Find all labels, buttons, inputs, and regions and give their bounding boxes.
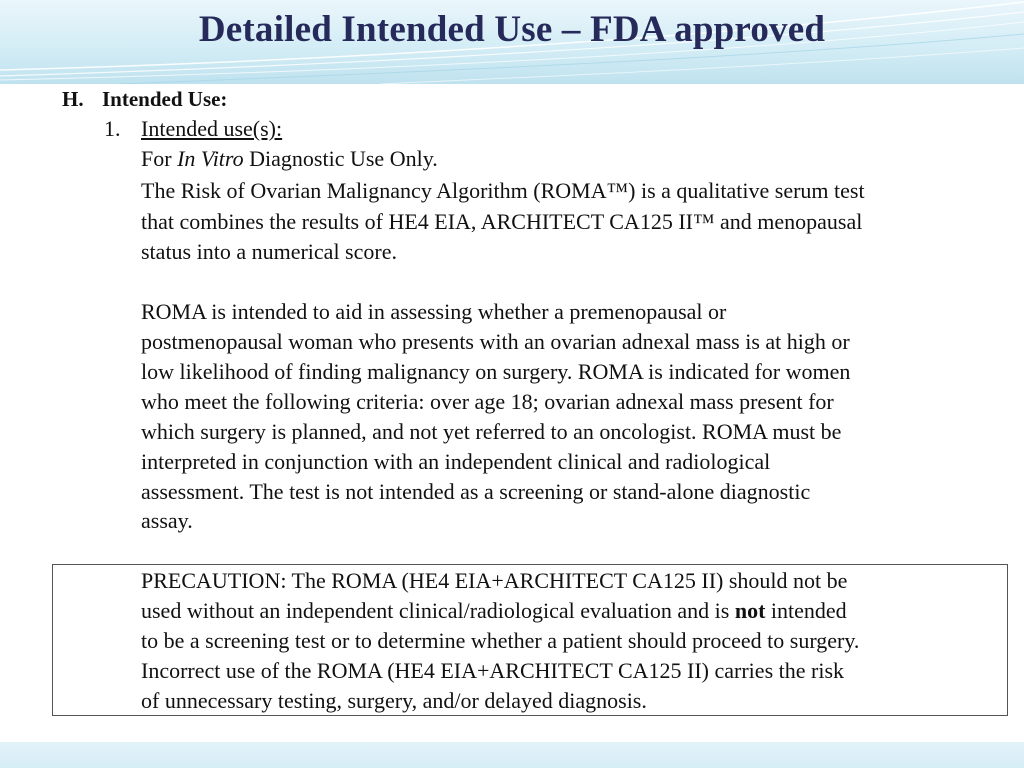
precaution-line [141, 596, 847, 626]
paragraph-line: which surgery is planned, and not yet referred to an oncologist. ROMA must be [141, 419, 842, 444]
precaution-line: PRECAUTION: The ROMA (HE4 EIA+ARCHITECT CA125 II) should not be [141, 568, 848, 593]
paragraph-line: who meet the following criteria: over age 18; ovarian adnexal mass present for [141, 389, 834, 414]
precaution-line: Incorrect use of the ROMA (HE4 EIA+ARCHITECT CA125 II) carries the risk [141, 658, 845, 683]
slide-title: Detailed Intended Use – FDA approved [198, 9, 826, 50]
precaution-text: used without an independent clinical/radiological evaluation and is [141, 598, 735, 623]
paragraph-line: low likelihood of finding malignancy on surgery. ROMA is indicated for women [141, 359, 851, 384]
precaution-text: intended [765, 598, 847, 623]
paragraph-line: interpreted in conjunction with an independent clinical and radiological [141, 449, 771, 474]
item-number: 1. [104, 116, 121, 141]
for-use-line [141, 144, 438, 174]
for-line-prefix: For [141, 146, 178, 171]
paragraph-line: assay. [141, 508, 193, 533]
slide-footer-band [0, 742, 1024, 768]
precaution-line: to be a screening test or to determine whether a patient should proceed to surgery. [141, 628, 860, 653]
paragraph-line: assessment. The test is not intended as a screening or stand-alone diagnostic [141, 479, 811, 504]
precaution-emphasis: not [734, 598, 766, 623]
section-letter: H. [62, 87, 84, 111]
item-heading [104, 116, 282, 142]
paragraph-line: The Risk of Ovarian Malignancy Algorithm (ROMA™) is a qualitative serum test [141, 178, 865, 203]
slide-header [0, 0, 1024, 84]
for-line-italic: In Vitro [177, 146, 244, 171]
paragraph-line: ROMA is intended to aid in assessing whether a premenopausal or [141, 299, 727, 324]
paragraph-line: that combines the results of HE4 EIA, ARCHITECT CA125 II™ and menopausal [141, 209, 863, 234]
paragraph-line: status into a numerical score. [141, 239, 397, 264]
item-label: Intended use(s): [141, 116, 283, 141]
section-heading-text: Intended Use: [102, 87, 228, 111]
paragraph-line: postmenopausal woman who presents with an ovarian adnexal mass is at high or [141, 329, 850, 354]
section-heading [62, 87, 227, 112]
for-line-suffix: Diagnostic Use Only. [243, 146, 438, 171]
precaution-line: of unnecessary testing, surgery, and/or delayed diagnosis. [141, 688, 647, 713]
